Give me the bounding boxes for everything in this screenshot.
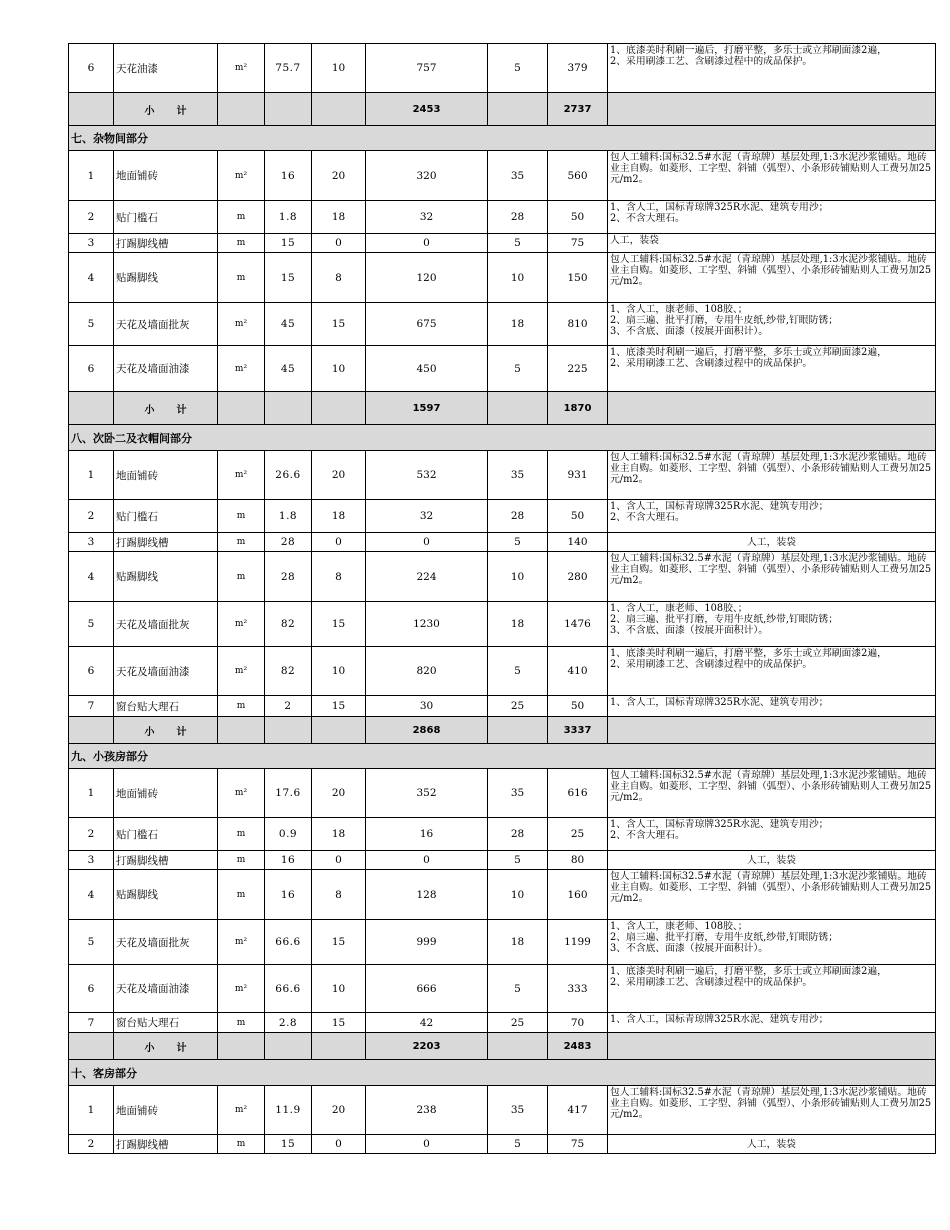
item-material-price: 8 [312,870,366,920]
subtotal-spacer [69,392,114,425]
item-name: 贴踢脚线 [114,552,218,602]
subtotal-row [69,392,936,425]
table-row [69,920,936,965]
item-number: 2 [69,201,114,234]
item-name: 天花油漆 [114,44,218,93]
item-number: 5 [69,303,114,346]
item-material-amount: 0 [366,1135,488,1154]
item-material-price: 15 [312,696,366,717]
subtotal-spacer [265,1033,312,1060]
table-row [69,151,936,201]
item-name: 天花及墙面油漆 [114,647,218,696]
item-note: 人工，装袋 [608,1135,936,1154]
item-note: 包人工辅料:国标32.5#水泥（青琼牌）基层处理,1:3水泥沙浆铺贴。地砖业主自购。如菱形、工字型、斜铺（弧型）、小条形砖铺贴则人工费另加25元/m2。 [608,769,936,818]
item-labor-price: 28 [488,201,548,234]
item-unit: m [218,1135,265,1154]
item-labor-amount: 25 [548,818,608,851]
item-labor-price: 35 [488,151,548,201]
item-unit: m [218,234,265,253]
subtotal-spacer [218,717,265,744]
item-labor-price: 28 [488,818,548,851]
item-unit: m² [218,151,265,201]
item-labor-price: 10 [488,253,548,303]
subtotal-spacer [69,93,114,126]
item-note: 1、含人工，国标青琼牌325R水泥、建筑专用沙； 2、不含大理石。 [608,500,936,533]
item-material-amount: 32 [366,201,488,234]
item-name: 贴踢脚线 [114,253,218,303]
subtotal-row [69,93,936,126]
item-number: 3 [69,234,114,253]
item-labor-price: 28 [488,500,548,533]
section-title: 八、次卧二及衣帽间部分 [69,425,936,451]
item-material-price: 15 [312,602,366,647]
item-material-price: 10 [312,647,366,696]
item-labor-price: 5 [488,533,548,552]
item-labor-price: 5 [488,346,548,392]
item-note: 1、底漆美时利刷一遍后，打磨平整，多乐士或立邦刷面漆2遍， 2、采用刷漆工艺、含刷漆过程中的成品保护。 [608,346,936,392]
subtotal-spacer [265,717,312,744]
item-quantity: 17.6 [265,769,312,818]
item-note: 包人工辅料:国标32.5#水泥（青琼牌）基层处理,1:3水泥沙浆铺贴。地砖业主自购。如菱形、工字型、斜铺（弧型）、小条形砖铺贴则人工费另加25元/m2。 [608,870,936,920]
item-name: 打踢脚线槽 [114,851,218,870]
item-name: 贴踢脚线 [114,870,218,920]
table-row [69,769,936,818]
item-material-amount: 0 [366,851,488,870]
item-labor-price: 18 [488,602,548,647]
item-material-amount: 757 [366,44,488,93]
item-number: 3 [69,533,114,552]
subtotal-spacer [488,392,548,425]
item-material-price: 20 [312,451,366,500]
table-row [69,696,936,717]
subtotal-material-amount: 1597 [366,392,488,425]
item-material-price: 0 [312,533,366,552]
item-material-price: 15 [312,303,366,346]
item-labor-amount: 410 [548,647,608,696]
table-row [69,818,936,851]
item-material-price: 0 [312,1135,366,1154]
item-unit: m [218,533,265,552]
section-header-row [69,425,936,451]
item-number: 2 [69,500,114,533]
item-quantity: 82 [265,602,312,647]
item-unit: m² [218,602,265,647]
subtotal-spacer [488,717,548,744]
item-name: 天花及墙面油漆 [114,965,218,1013]
item-material-amount: 675 [366,303,488,346]
table-row [69,303,936,346]
subtotal-label: 小计 [114,392,218,425]
item-note: 包人工辅料:国标32.5#水泥（青琼牌）基层处理,1:3水泥沙浆铺贴。地砖业主自购。如菱形、工字型、斜铺（弧型）、小条形砖铺贴则人工费另加25元/m2。 [608,151,936,201]
subtotal-spacer [265,93,312,126]
item-labor-amount: 225 [548,346,608,392]
item-labor-price: 5 [488,234,548,253]
item-labor-price: 5 [488,851,548,870]
item-labor-amount: 80 [548,851,608,870]
item-material-amount: 1230 [366,602,488,647]
subtotal-spacer [608,93,936,126]
item-material-amount: 238 [366,1086,488,1135]
item-note: 包人工辅料:国标32.5#水泥（青琼牌）基层处理,1:3水泥沙浆铺贴。地砖业主自购。如菱形、工字型、斜铺（弧型）、小条形砖铺贴则人工费另加25元/m2。 [608,451,936,500]
table-row [69,451,936,500]
item-number: 1 [69,769,114,818]
item-note: 1、含人工，国标青琼牌325R水泥、建筑专用沙； 2、不含大理石。 [608,818,936,851]
item-labor-amount: 75 [548,1135,608,1154]
item-labor-price: 35 [488,1086,548,1135]
item-name: 打踢脚线槽 [114,533,218,552]
item-labor-amount: 50 [548,696,608,717]
item-unit: m² [218,965,265,1013]
item-number: 6 [69,647,114,696]
table-row [69,346,936,392]
item-note: 人工，装袋 [608,234,936,253]
item-name: 地面铺砖 [114,1086,218,1135]
item-material-price: 8 [312,552,366,602]
subtotal-spacer [312,717,366,744]
item-labor-amount: 417 [548,1086,608,1135]
quote-table [68,43,936,1154]
item-number: 1 [69,451,114,500]
item-material-amount: 30 [366,696,488,717]
item-number: 5 [69,602,114,647]
subtotal-material-amount: 2868 [366,717,488,744]
item-quantity: 66.6 [265,965,312,1013]
item-quantity: 45 [265,346,312,392]
item-labor-price: 5 [488,965,548,1013]
item-name: 窗台贴大理石 [114,696,218,717]
table-row [69,1135,936,1154]
table-row [69,500,936,533]
item-material-amount: 0 [366,234,488,253]
section-header-row [69,744,936,769]
item-quantity: 16 [265,151,312,201]
item-material-amount: 224 [366,552,488,602]
item-number: 3 [69,851,114,870]
item-name: 地面铺砖 [114,451,218,500]
table-row [69,1086,936,1135]
item-labor-amount: 280 [548,552,608,602]
item-material-amount: 42 [366,1013,488,1033]
subtotal-labor-amount: 3337 [548,717,608,744]
item-material-price: 15 [312,920,366,965]
item-quantity: 15 [265,234,312,253]
item-note: 1、底漆美时利刷一遍后，打磨平整，多乐士或立邦刷面漆2遍， 2、采用刷漆工艺、含刷漆过程中的成品保护。 [608,647,936,696]
item-material-amount: 532 [366,451,488,500]
item-name: 窗台贴大理石 [114,1013,218,1033]
item-number: 7 [69,1013,114,1033]
item-labor-amount: 1199 [548,920,608,965]
item-number: 6 [69,44,114,93]
item-note: 1、底漆美时利刷一遍后，打磨平整，多乐士或立邦刷面漆2遍， 2、采用刷漆工艺、含刷漆过程中的成品保护。 [608,965,936,1013]
subtotal-material-amount: 2453 [366,93,488,126]
item-quantity: 2.8 [265,1013,312,1033]
subtotal-label: 小计 [114,717,218,744]
item-labor-amount: 50 [548,201,608,234]
item-name: 贴门槛石 [114,818,218,851]
item-labor-amount: 810 [548,303,608,346]
item-material-price: 18 [312,201,366,234]
item-material-amount: 128 [366,870,488,920]
item-note: 包人工辅料:国标32.5#水泥（青琼牌）基层处理,1:3水泥沙浆铺贴。地砖业主自购。如菱形、工字型、斜铺（弧型）、小条形砖铺贴则人工费另加25元/m2。 [608,253,936,303]
item-unit: m [218,870,265,920]
subtotal-spacer [608,1033,936,1060]
item-material-price: 15 [312,1013,366,1033]
subtotal-spacer [69,717,114,744]
subtotal-spacer [218,392,265,425]
item-unit: m² [218,346,265,392]
item-unit: m² [218,303,265,346]
item-labor-price: 35 [488,451,548,500]
item-labor-amount: 160 [548,870,608,920]
table-row [69,602,936,647]
item-material-amount: 666 [366,965,488,1013]
subtotal-labor-amount: 1870 [548,392,608,425]
subtotal-material-amount: 2203 [366,1033,488,1060]
item-labor-amount: 616 [548,769,608,818]
item-material-price: 10 [312,965,366,1013]
item-unit: m [218,500,265,533]
item-number: 6 [69,965,114,1013]
item-unit: m² [218,44,265,93]
subtotal-labor-amount: 2483 [548,1033,608,1060]
item-labor-amount: 70 [548,1013,608,1033]
subtotal-row [69,1033,936,1060]
item-note: 1、含人工，康老师、108胶、； 2、扇三遍、批平打磨，专用牛皮纸,纱带,钉眼防锈； 3、不含底、面漆（按展开面积计）。 [608,920,936,965]
table-row [69,234,936,253]
item-labor-price: 10 [488,552,548,602]
subtotal-spacer [608,717,936,744]
item-name: 天花及墙面油漆 [114,346,218,392]
item-labor-price: 35 [488,769,548,818]
item-number: 6 [69,346,114,392]
section-header-row [69,126,936,151]
item-unit: m [218,696,265,717]
table-row [69,533,936,552]
item-material-amount: 16 [366,818,488,851]
item-number: 2 [69,818,114,851]
item-material-price: 18 [312,818,366,851]
item-material-price: 0 [312,234,366,253]
subtotal-label: 小计 [114,93,218,126]
item-labor-amount: 333 [548,965,608,1013]
section-title: 十、客房部分 [69,1060,936,1086]
item-quantity: 75.7 [265,44,312,93]
subtotal-spacer [69,1033,114,1060]
item-unit: m [218,253,265,303]
item-note: 包人工辅料:国标32.5#水泥（青琼牌）基层处理,1:3水泥沙浆铺贴。地砖业主自购。如菱形、工字型、斜铺（弧型）、小条形砖铺贴则人工费另加25元/m2。 [608,1086,936,1135]
item-quantity: 26.6 [265,451,312,500]
item-note: 人工，装袋 [608,533,936,552]
subtotal-spacer [488,1033,548,1060]
item-material-price: 18 [312,500,366,533]
item-material-price: 20 [312,151,366,201]
item-quantity: 45 [265,303,312,346]
item-material-price: 20 [312,769,366,818]
item-labor-price: 25 [488,1013,548,1033]
item-labor-amount: 150 [548,253,608,303]
section-title: 九、小孩房部分 [69,744,936,769]
item-labor-price: 10 [488,870,548,920]
item-unit: m [218,818,265,851]
item-labor-price: 5 [488,1135,548,1154]
table-row [69,851,936,870]
subtotal-spacer [312,392,366,425]
subtotal-spacer [312,1033,366,1060]
item-name: 打踢脚线槽 [114,1135,218,1154]
item-material-price: 20 [312,1086,366,1135]
item-quantity: 11.9 [265,1086,312,1135]
item-material-price: 0 [312,851,366,870]
item-material-price: 8 [312,253,366,303]
item-unit: m [218,552,265,602]
item-material-amount: 320 [366,151,488,201]
table-row [69,253,936,303]
item-material-amount: 120 [366,253,488,303]
item-material-amount: 0 [366,533,488,552]
table-row [69,44,936,93]
item-material-amount: 820 [366,647,488,696]
item-note: 1、含人工，国标青琼牌325R水泥、建筑专用沙； 2、不含大理石。 [608,201,936,234]
item-unit: m² [218,769,265,818]
item-number: 1 [69,151,114,201]
item-quantity: 0.9 [265,818,312,851]
item-number: 4 [69,870,114,920]
item-labor-amount: 140 [548,533,608,552]
item-labor-amount: 75 [548,234,608,253]
subtotal-row [69,717,936,744]
item-note: 1、含人工，国标青琼牌325R水泥、建筑专用沙； [608,696,936,717]
item-number: 5 [69,920,114,965]
section-title: 七、杂物间部分 [69,126,936,151]
item-quantity: 15 [265,1135,312,1154]
item-note: 1、含人工，国标青琼牌325R水泥、建筑专用沙； [608,1013,936,1033]
section-header-row [69,1060,936,1086]
item-name: 打踢脚线槽 [114,234,218,253]
table-row [69,870,936,920]
item-material-amount: 32 [366,500,488,533]
item-note: 1、底漆美时利刷一遍后，打磨平整，多乐士或立邦刷面漆2遍， 2、采用刷漆工艺、含刷漆过程中的成品保护。 [608,44,936,93]
item-unit: m² [218,1086,265,1135]
subtotal-spacer [265,392,312,425]
item-number: 7 [69,696,114,717]
item-name: 地面铺砖 [114,151,218,201]
item-name: 天花及墙面批灰 [114,303,218,346]
item-labor-price: 18 [488,303,548,346]
subtotal-spacer [218,1033,265,1060]
subtotal-labor-amount: 2737 [548,93,608,126]
item-name: 天花及墙面批灰 [114,920,218,965]
item-note: 包人工辅料:国标32.5#水泥（青琼牌）基层处理,1:3水泥沙浆铺贴。地砖业主自购。如菱形、工字型、斜铺（弧型）、小条形砖铺贴则人工费另加25元/m2。 [608,552,936,602]
table-row [69,201,936,234]
item-labor-price: 25 [488,696,548,717]
item-labor-amount: 560 [548,151,608,201]
item-labor-amount: 931 [548,451,608,500]
item-quantity: 16 [265,870,312,920]
subtotal-spacer [218,93,265,126]
table-body [69,44,936,1154]
item-material-price: 10 [312,44,366,93]
item-unit: m² [218,647,265,696]
item-name: 贴门槛石 [114,500,218,533]
quote-sheet [68,43,932,1154]
table-row [69,552,936,602]
item-labor-price: 5 [488,647,548,696]
item-quantity: 28 [265,552,312,602]
subtotal-spacer [312,93,366,126]
item-name: 贴门槛石 [114,201,218,234]
item-note: 1、含人工，康老师、108胶、； 2、扇三遍、批平打磨，专用牛皮纸,纱带,钉眼防锈； 3、不含底、面漆（按展开面积计）。 [608,602,936,647]
item-quantity: 28 [265,533,312,552]
item-number: 4 [69,253,114,303]
item-unit: m² [218,920,265,965]
item-quantity: 66.6 [265,920,312,965]
table-row [69,965,936,1013]
item-unit: m [218,201,265,234]
item-material-amount: 352 [366,769,488,818]
item-number: 2 [69,1135,114,1154]
subtotal-spacer [608,392,936,425]
item-number: 1 [69,1086,114,1135]
item-unit: m [218,1013,265,1033]
subtotal-label: 小计 [114,1033,218,1060]
item-quantity: 82 [265,647,312,696]
item-quantity: 16 [265,851,312,870]
item-name: 天花及墙面批灰 [114,602,218,647]
item-material-amount: 450 [366,346,488,392]
item-labor-amount: 1476 [548,602,608,647]
item-labor-amount: 50 [548,500,608,533]
item-unit: m [218,851,265,870]
subtotal-spacer [488,93,548,126]
item-quantity: 1.8 [265,500,312,533]
item-material-price: 10 [312,346,366,392]
item-labor-amount: 379 [548,44,608,93]
item-material-amount: 999 [366,920,488,965]
item-labor-price: 5 [488,44,548,93]
item-quantity: 1.8 [265,201,312,234]
table-row [69,647,936,696]
item-name: 地面铺砖 [114,769,218,818]
item-labor-price: 18 [488,920,548,965]
table-row [69,1013,936,1033]
item-quantity: 15 [265,253,312,303]
item-note: 1、含人工，康老师、108胶、； 2、扇三遍、批平打磨，专用牛皮纸,纱带,钉眼防锈； 3、不含底、面漆（按展开面积计）。 [608,303,936,346]
item-quantity: 2 [265,696,312,717]
item-note: 人工，装袋 [608,851,936,870]
item-unit: m² [218,451,265,500]
item-number: 4 [69,552,114,602]
